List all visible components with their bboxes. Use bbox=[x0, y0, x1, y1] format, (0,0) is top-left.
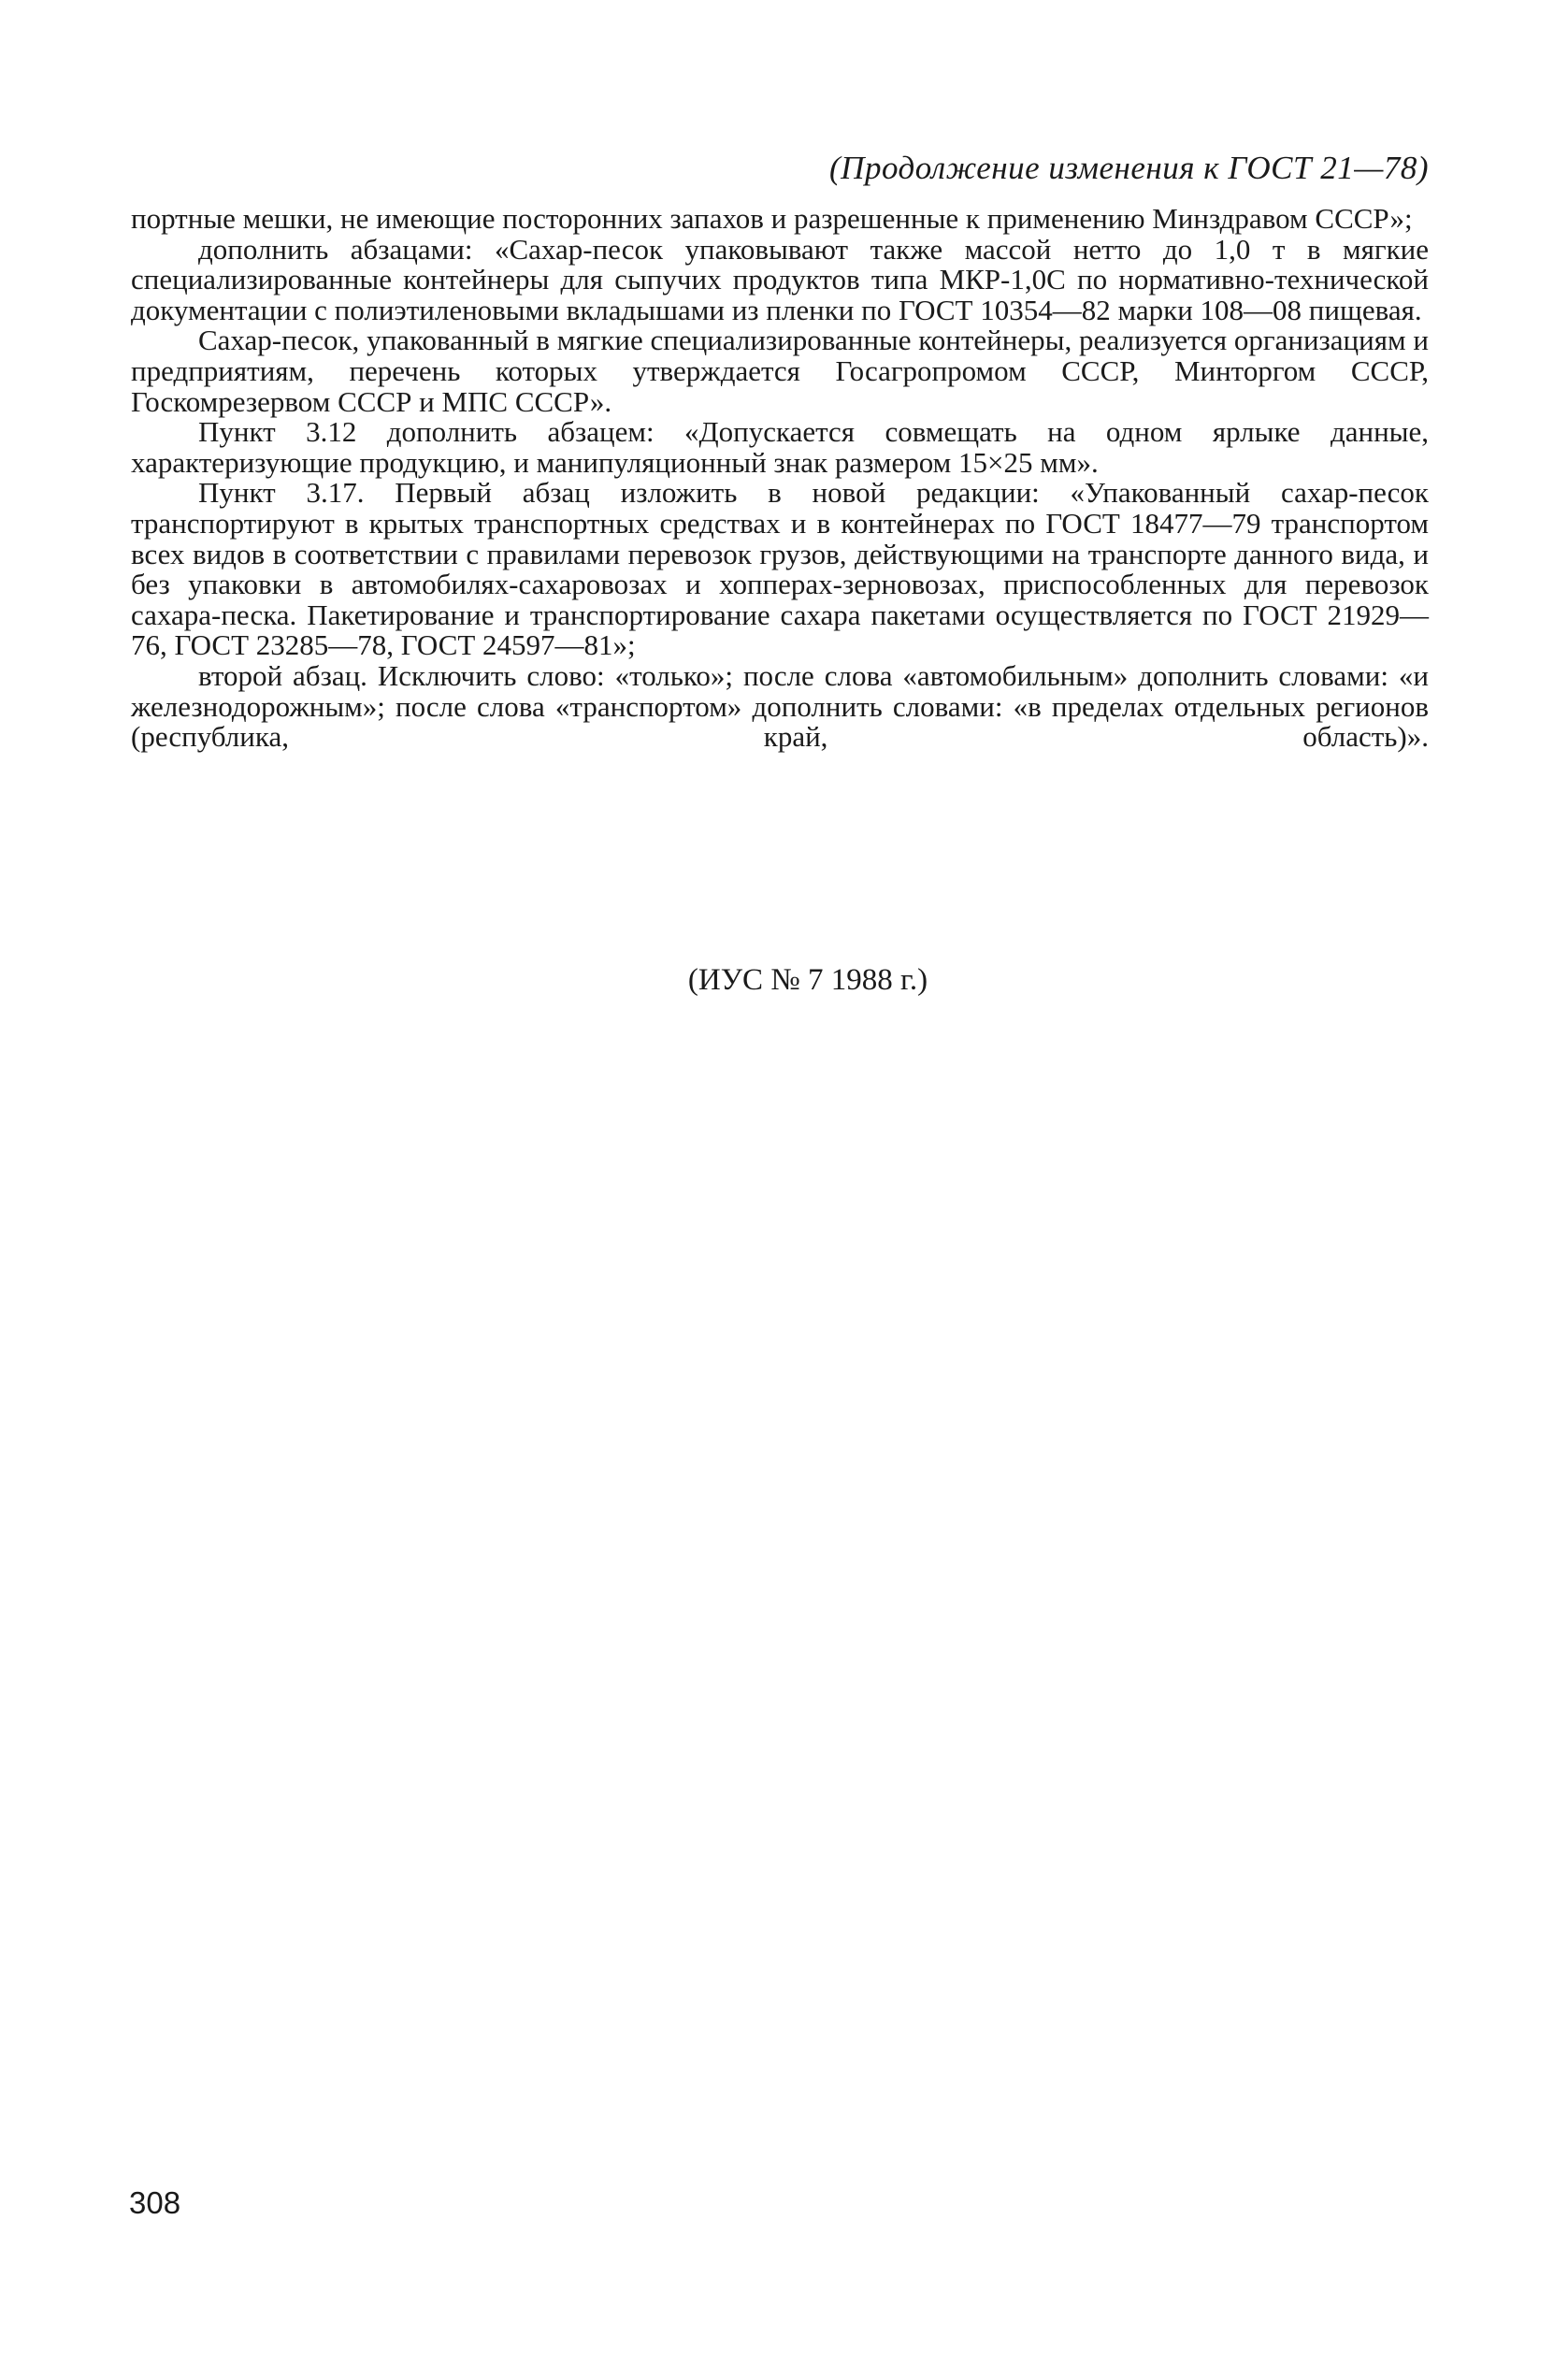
paragraph-item-3-12: Пункт 3.12 дополнить абзацем: «Допускается совмещать на одном ярлыке данные, характеризующие продукцию, и манипуляционный знак размером 15×25 мм». bbox=[131, 415, 1429, 479]
paragraph-second-paragraph: второй абзац. Исключить слово: «только»; после слова «автомобильным» дополнить словами: «и железнодорожным»; после слова «транспортом» дополнить словами: «в пределах отдельных регионов (республика, край, область)». bbox=[131, 658, 1429, 754]
paragraph-continuation: портные мешки, не имеющие посторонних запахов и разрешенные к применению Минздравом СССР»; bbox=[131, 202, 1413, 235]
paragraph-add-paragraphs: дополнить абзацами: «Сахар-песок упаковывают также массой нетто до 1,0 т в мягкие специализированные контейнеры для сыпучих продуктов типа МКР-1,0С по нормативно-технической документации с полиэтиленовыми вкладышами из пленки по ГОСТ 10354—82 марки 108—08 пищевая. bbox=[131, 232, 1429, 326]
running-header: (Продолжение изменения к ГОСТ 21—78) bbox=[829, 150, 1429, 186]
body-text bbox=[131, 204, 1429, 753]
paragraph-item-3-17: Пункт 3.17. Первый абзац изложить в новой редакции: «Упакованный сахар-песок транспортируют в крытых транспортных средствах и в контейнерах по ГОСТ 18477—79 транспортом всех видов в соответствии с правилами перевозок грузов, действующими на транспорте данного вида, и без упаковки в автомобилях-сахаровозах и хопперах-зерновозах, приспособленных для перевозок сахара-песка. Пакетирование и транспортирование сахара пакетами осуществляется по ГОСТ 21929—76, ГОСТ 23285—78, ГОСТ 24597—81»; bbox=[131, 476, 1429, 662]
source-note: (ИУС № 7 1988 г.) bbox=[687, 963, 928, 997]
page-number: 308 bbox=[129, 2185, 181, 2220]
paragraph-soft-containers: Сахар-песок, упакованный в мягкие специализированные контейнеры, реализуется организациям и предприятиям, перечень которых утверждается Госагропромом СССР, Минторгом СССР, Госкомрезервом СССР и МПС СССР». bbox=[131, 324, 1429, 418]
